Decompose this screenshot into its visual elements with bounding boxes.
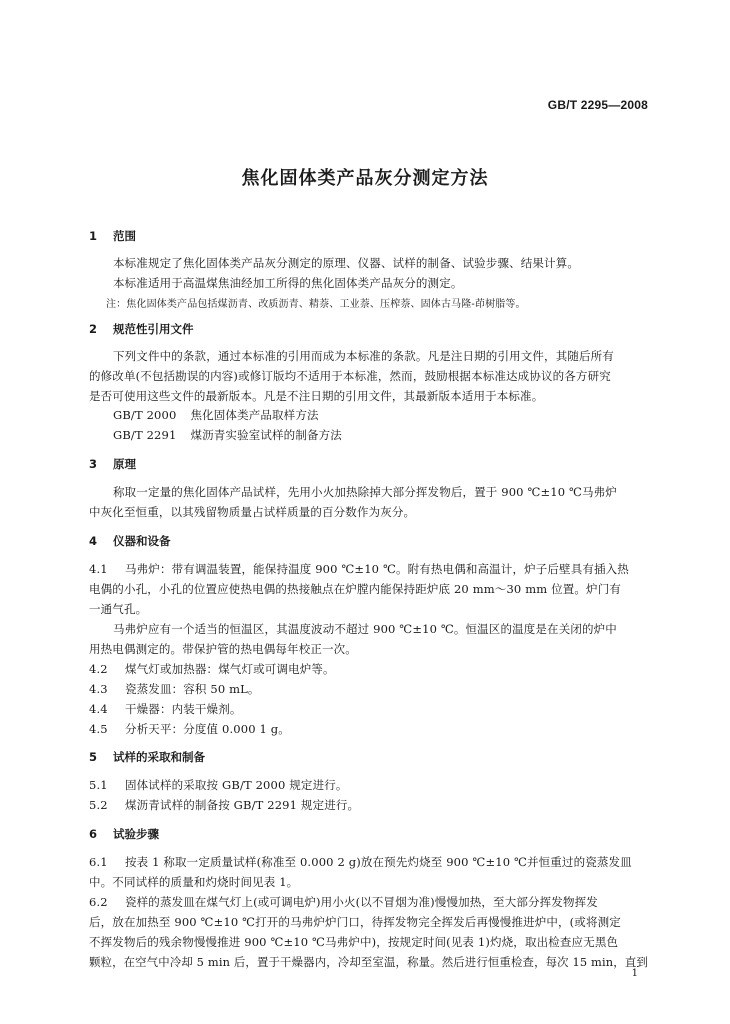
note-text: 注：焦化固体类产品包括煤沥青、改质沥青、精萘、工业萘、压榨萘、固体古马隆-茚树脂等。 bbox=[106, 299, 526, 310]
clause-text: 煤沥青试样的制备按 GB/T 2291 规定进行。 bbox=[125, 798, 360, 812]
clause-item bbox=[89, 777, 348, 793]
section-number: 4 bbox=[89, 534, 98, 548]
paragraph-line: 用热电偶测定的。带保护管的热电偶每年校正一次。 bbox=[89, 642, 357, 656]
paragraph-line: 颗粒，在空气中冷却 5 min 后，置于干燥器内，冷却至室温，称量。然后进行恒重检查，每次 15 min，直到 bbox=[89, 955, 648, 969]
paragraph-line: 的修改单(不包括勘误的内容)或修订版均不适用于本标准，然而，鼓励根据本标准达成协议的各方研究 bbox=[89, 369, 611, 383]
section-number: 1 bbox=[89, 229, 98, 243]
clause-number: 5.1 bbox=[89, 778, 108, 792]
clause-number: 6.2 bbox=[89, 895, 108, 909]
section-1-heading bbox=[89, 228, 136, 244]
clause-item bbox=[89, 701, 242, 717]
reference-item bbox=[113, 427, 342, 443]
clause-number: 6.1 bbox=[89, 855, 108, 869]
clause-text: 分析天平：分度值 0.000 1 g。 bbox=[125, 722, 290, 736]
paragraph-line: 中。不同试样的质量和灼烧时间见表 1。 bbox=[89, 875, 299, 889]
section-title: 原理 bbox=[113, 457, 136, 471]
section-number: 6 bbox=[89, 827, 98, 841]
section-2-heading bbox=[89, 321, 194, 337]
paragraph-line: 本标准规定了焦化固体类产品灰分测定的原理、仪器、试样的制备、试验步骤、结果计算。 bbox=[113, 256, 579, 270]
clause-item bbox=[89, 661, 335, 677]
section-title: 规范性引用文件 bbox=[113, 322, 194, 336]
section-title: 仪器和设备 bbox=[113, 534, 171, 548]
reference-name: 焦化固体类产品取样方法 bbox=[190, 408, 319, 422]
clause-4-1-line bbox=[89, 561, 629, 577]
clause-number: 4.2 bbox=[89, 662, 108, 676]
clause-item bbox=[89, 797, 359, 813]
paragraph-line: 称取一定量的焦化固体产品试样，先用小火加热除掉大部分挥发物后，置于 900 ℃±10 ℃马弗炉 bbox=[113, 485, 617, 499]
clause-text: 按表 1 称取一定质量试样(称准至 0.000 2 g)放在预先灼烧至 900 ℃±10 ℃并恒重过的瓷蒸发皿 bbox=[125, 855, 632, 869]
section-3-heading bbox=[89, 456, 136, 472]
clause-item bbox=[89, 681, 260, 697]
clause-text: 瓷蒸发皿：容积 50 mL。 bbox=[125, 682, 260, 696]
clause-number: 4.5 bbox=[89, 722, 108, 736]
paragraph-line: 马弗炉应有一个适当的恒温区，其温度波动不超过 900 ℃±10 ℃。恒温区的温度是在关闭的炉中 bbox=[113, 622, 617, 636]
standard-code: GB/T 2295—2008 bbox=[547, 98, 648, 112]
document-title: 焦化固体类产品灰分测定方法 bbox=[241, 168, 489, 189]
paragraph-line: 中灰化至恒重，以其残留物质量占试样质量的百分数作为灰分。 bbox=[89, 505, 416, 519]
clause-number: 4.3 bbox=[89, 682, 108, 696]
clause-6-1-line bbox=[89, 854, 632, 870]
paragraph-line: 电偶的小孔，小孔的位置应使热电偶的热接触点在炉膛内能保持距炉底 20 mm～30 mm 位置。炉门有 bbox=[89, 582, 622, 596]
clause-text: 干燥器：内装干燥剂。 bbox=[125, 702, 242, 716]
clause-text: 马弗炉：带有调温装置，能保持温度 900 ℃±10 ℃。附有热电偶和高温计，炉子后壁具有插入热 bbox=[125, 562, 629, 576]
page-number: 1 bbox=[631, 968, 638, 979]
clause-text: 瓷样的蒸发皿在煤气灯上(或可调电炉)用小火(以不冒烟为准)慢慢加热，至大部分挥发物挥发 bbox=[125, 895, 598, 909]
reference-item bbox=[113, 407, 319, 423]
section-number: 3 bbox=[89, 457, 98, 471]
section-6-heading bbox=[89, 826, 159, 842]
reference-code: GB/T 2291 bbox=[113, 428, 177, 442]
section-title: 范围 bbox=[113, 229, 136, 243]
section-title: 试样的采取和制备 bbox=[113, 750, 205, 764]
paragraph-line: 一通气孔。 bbox=[89, 602, 148, 616]
paragraph-line: 本标准适用于高温煤焦油经加工所得的焦化固体类产品灰分的测定。 bbox=[113, 276, 463, 290]
section-number: 2 bbox=[89, 322, 98, 336]
clause-text: 固体试样的采取按 GB/T 2000 规定进行。 bbox=[125, 778, 348, 792]
clause-number: 4.4 bbox=[89, 702, 108, 716]
reference-code: GB/T 2000 bbox=[113, 408, 177, 422]
section-title: 试验步骤 bbox=[113, 827, 159, 841]
section-4-heading bbox=[89, 533, 171, 549]
clause-number: 5.2 bbox=[89, 798, 108, 812]
section-number: 5 bbox=[89, 750, 98, 764]
clause-text: 煤气灯或加热器：煤气灯或可调电炉等。 bbox=[125, 662, 335, 676]
clause-item bbox=[89, 721, 290, 737]
section-5-heading bbox=[89, 749, 205, 765]
paragraph-line: 不挥发物后的残余物慢慢推进 900 ℃±10 ℃马弗炉中)，按规定时间(见表 1)灼烧，取出检查应无黑色 bbox=[89, 935, 619, 949]
paragraph-line: 下列文件中的条款，通过本标准的引用而成为本标准的条款。凡是注日期的引用文件，其随后所有 bbox=[113, 349, 614, 363]
reference-name: 煤沥青实验室试样的制备方法 bbox=[190, 428, 342, 442]
paragraph-line: 是否可使用这些文件的最新版本。凡是不注日期的引用文件，其最新版本适用于本标准。 bbox=[89, 389, 544, 403]
clause-number: 4.1 bbox=[89, 562, 108, 576]
clause-6-2-line bbox=[89, 894, 598, 910]
paragraph-line: 后，放在加热至 900 ℃±10 ℃打开的马弗炉炉门口，待挥发物完全挥发后再慢慢推进炉中，(或将测定 bbox=[89, 915, 621, 929]
